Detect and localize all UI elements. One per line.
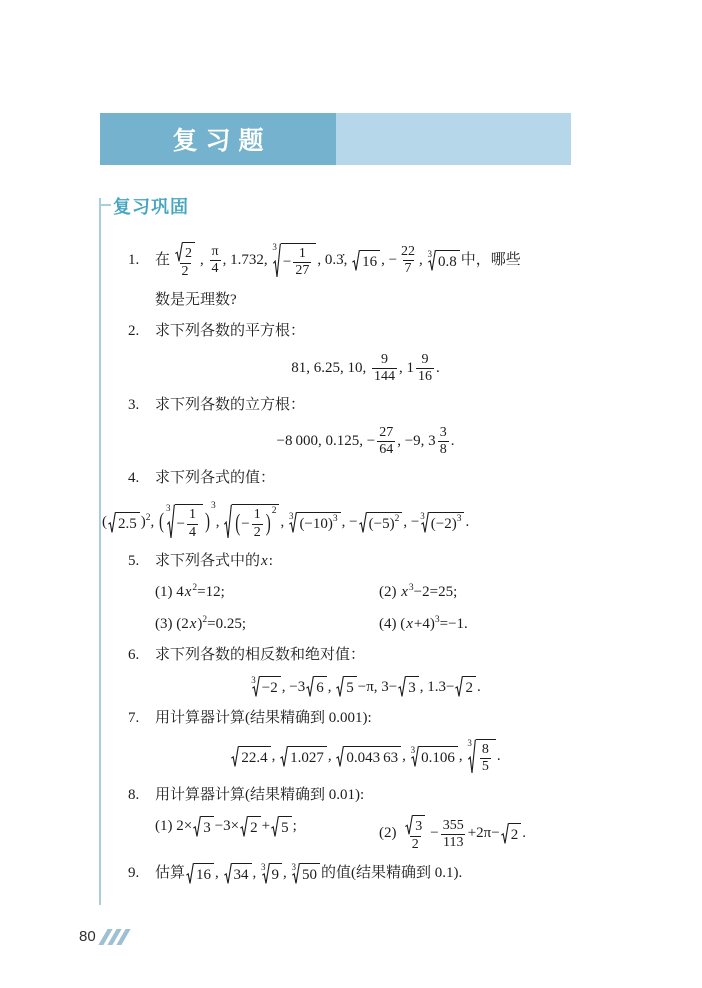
problem-number: 5. [128, 552, 140, 569]
problem-number: 1. [128, 252, 140, 269]
problem-row [128, 352, 628, 385]
radical-sign-icon [224, 863, 232, 885]
square-root: 16 [186, 863, 214, 885]
square-root: 6 [306, 676, 327, 698]
problem-number: 8. [128, 786, 140, 803]
paren-group: ( 3 − $\frac{1}{4}$ ) [159, 503, 210, 540]
banner-title-box [100, 113, 336, 165]
problem-list [102, 233, 628, 893]
problem-number: 4. [128, 470, 140, 487]
fraction: $\frac{355}{113}$ [442, 817, 464, 850]
fraction: $\frac{1}{4}$ [188, 507, 196, 540]
fraction: $\frac{9}{144}$ [374, 351, 395, 384]
fraction: $\frac{1}{27}$ [295, 245, 310, 278]
cube-root: 3 $\frac{8}{5}$ [467, 739, 496, 775]
radical-sign-icon [231, 746, 239, 768]
fraction: $\frac{\pi}{4}$ [211, 244, 219, 277]
math-text: 求下列各式中的x: [155, 552, 273, 569]
math-text: 求下列各数的平方根： [155, 323, 306, 340]
problem-row [128, 739, 628, 775]
square-root: 1.027 [280, 746, 327, 768]
radical-sign-icon [186, 863, 194, 885]
problem-row [128, 581, 628, 604]
section-tick [99, 204, 111, 206]
cube-root: 3 0.8 [428, 250, 460, 272]
fraction: $\frac{1}{2}$ [253, 507, 261, 540]
problem-number: 2. [128, 323, 140, 340]
square-root: 5 [336, 676, 357, 698]
fraction: $\frac{27}{64}$ [379, 425, 394, 458]
fraction: $\frac{2}{2}$ [172, 242, 198, 280]
problem-row [128, 425, 628, 458]
fraction: $\frac{9}{16}$ [418, 351, 432, 384]
section-vertical-rule [99, 198, 101, 905]
cube-root: 3 0.106 [411, 746, 458, 768]
radical-sign-icon [359, 512, 367, 534]
sub-item: (2) $\frac{3}{2}$ − $\frac{355}{113}$ +2π− 2 . [379, 815, 526, 853]
problem-row [128, 815, 628, 853]
problem-row [128, 644, 628, 667]
radical-sign-icon [240, 816, 248, 838]
radical-sign-icon [271, 816, 279, 838]
square-root: 2 [455, 676, 476, 698]
problem-row [128, 394, 628, 417]
math-text: 81, 6.25, 10, $\frac{9}{144}$ , 1 $\frac{9}{16}$ . [291, 351, 440, 384]
cube-root: 3 − $\frac{1}{27}$ [272, 243, 316, 279]
square-root: 3 [405, 815, 425, 836]
radical-sign-icon [306, 676, 314, 698]
square-root: 16 [352, 250, 380, 272]
page-footer [79, 928, 130, 945]
math-text: ( 2.5 )$^2$, ( 3 − $\frac{1}{4}$ ) $^3$, ( − $\frac{1}{2}$ ) $^2$ , 3 (−10) 3 , − (−5) 2 , − 3 (−2) 3 . [102, 500, 470, 540]
problem-number: 7. [128, 710, 140, 727]
problem [128, 784, 628, 853]
problem-row [128, 320, 628, 343]
radical-sign-icon [108, 512, 116, 534]
fraction: $\frac{3}{8}$ [439, 425, 447, 458]
cube-root: 3 − $\frac{1}{4}$ [166, 504, 203, 540]
radical-sign-icon [175, 242, 183, 263]
problem-row [128, 613, 628, 636]
banner-accent-box [336, 113, 571, 165]
cube-root: 3 (−10) 3 [289, 512, 341, 534]
footer-slashes-icon [103, 929, 130, 945]
sub-item: (1) $4x^2=12$; [155, 583, 225, 601]
radical-sign-icon [352, 250, 360, 272]
square-root: 3 [193, 816, 214, 838]
sub-item: (2) $x^3-2=25$; [379, 583, 458, 601]
math-text: 求下列各式的值： [155, 470, 276, 487]
square-root: 3 [398, 676, 419, 698]
cube-root: 3 9 [261, 863, 282, 885]
radical-sign-icon [501, 823, 509, 845]
problem-number: 6. [128, 647, 140, 664]
page-number: 80 [79, 928, 96, 945]
section-title: 复习巩固 [113, 197, 189, 217]
cube-root: 3 50 [292, 863, 321, 885]
problem [128, 394, 628, 459]
problem [128, 320, 628, 385]
page-title: 复习题 [172, 127, 272, 155]
problem-row [128, 289, 628, 312]
cube-root: 3 −2 [251, 676, 280, 698]
square-root: 2 [240, 816, 261, 838]
math-text: 用计算器计算(结果精确到 0.01): [155, 786, 365, 803]
square-root: 22.4 [231, 746, 270, 768]
square-root: 34 [224, 863, 252, 885]
problem [128, 644, 628, 698]
problem-row [102, 499, 628, 541]
fraction: $\frac{3}{2}$ [402, 815, 428, 853]
problem [128, 550, 628, 636]
math-text: 3 −2 , −3 6 , 5 −π, 3− 3 , 1.3− 2 . [251, 675, 481, 697]
radical-sign-icon [336, 676, 344, 698]
square-root: 2 [501, 823, 522, 845]
radical-sign-icon [405, 815, 413, 836]
fraction: $\frac{22}{7}$ [401, 244, 416, 277]
square-root: (−5) 2 [359, 512, 403, 534]
problem-row [128, 784, 628, 807]
math-text: 22.4 , 1.027 , 0.043 63 , 3 0.106 , 3 $\frac{8}{5}$ . [230, 748, 500, 764]
problem-row [128, 242, 628, 280]
problem-row [128, 707, 628, 730]
radical-sign-icon [224, 504, 232, 540]
sub-item: (1) 2× 3 −3× 2 + 5 ; [155, 815, 365, 853]
math-text: 求下列各数的相反数和绝对值： [155, 647, 366, 664]
problem-row [128, 862, 628, 885]
math-text: 数是无理数? [155, 291, 237, 308]
radical-sign-icon [398, 676, 406, 698]
problem-row [128, 550, 628, 573]
square-root: 5 [271, 816, 292, 838]
square-root: 2.5 [108, 512, 140, 534]
paren-group: ( − $\frac{1}{2}$ ) [235, 507, 271, 540]
math-text: 用计算器计算(结果精确到 0.001): [155, 710, 372, 727]
math-text: 求下列各数的立方根： [155, 396, 306, 413]
sub-item: (4) $(x+4)^3=-1$. [379, 614, 468, 632]
radical-sign-icon [336, 746, 344, 768]
radical-sign-icon [455, 676, 463, 698]
problem-number: 9. [128, 864, 140, 881]
problem-row [128, 467, 628, 490]
problem [128, 707, 628, 775]
radical-sign-icon [280, 746, 288, 768]
problem-row [128, 676, 628, 699]
cube-root: 3 (−2) 3 [420, 512, 464, 534]
math-text: 在 $\frac{2}{2}$ , $\frac{\pi}{4}$ , 1.732, 3 − $\frac{1}{27}$ , 0.3̇, 16 , − $\frac{22}{7}$ , 3 0.8 中，哪些 [155, 241, 521, 279]
problem [128, 862, 628, 885]
chapter-banner [100, 113, 571, 165]
problem [102, 467, 628, 540]
math-text: 估算 16 , 34 , 3 9 , 3 50 的值(结果精确到 0.1). [155, 861, 463, 883]
square-root: 0.043 63 [336, 746, 401, 768]
problem [128, 242, 628, 311]
square-root: ( − $\frac{1}{2}$ ) $^2$ [224, 504, 279, 540]
problem-number: 3. [128, 396, 140, 413]
math-text: −8 000, 0.125, − $\frac{27}{64}$ , −9, 3 $\frac{3}{8}$ . [276, 425, 455, 458]
fraction: $\frac{8}{5}$ [481, 741, 489, 774]
square-root: 2 [175, 242, 195, 263]
sub-item: (3) $(2x)^2=0.25$; [155, 614, 247, 632]
radical-sign-icon [193, 816, 201, 838]
